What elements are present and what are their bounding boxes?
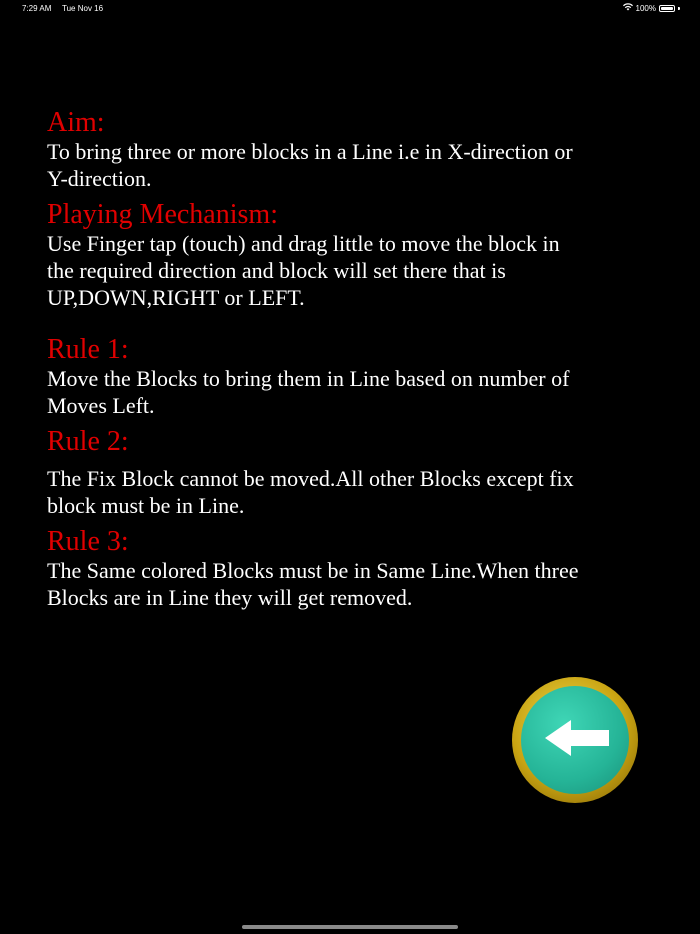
mechanism-text-line: UP,DOWN,RIGHT or LEFT. [47, 285, 305, 310]
mechanism-text-line: Use Finger tap (touch) and drag little to move the block in [47, 231, 560, 256]
aim-text-line: To bring three or more blocks in a Line i.e in X-direction or [47, 139, 573, 164]
aim-text-line: Y-direction. [47, 166, 152, 191]
rule2-text-line: block must be in Line. [47, 493, 245, 518]
status-date: Tue Nov 16 [62, 4, 104, 13]
battery-tip [678, 7, 680, 10]
status-bar [0, 0, 700, 18]
status-indicators [623, 3, 680, 13]
mechanism-heading: Playing Mechanism: [47, 199, 278, 230]
rule1-heading: Rule 1: [47, 334, 129, 365]
battery-percent: 100% [635, 3, 656, 13]
rule2-text-line: The Fix Block cannot be moved.All other Blocks except fix [47, 466, 574, 491]
rule3-heading: Rule 3: [47, 526, 129, 557]
wifi-icon [623, 3, 633, 13]
aim-heading: Aim: [47, 107, 105, 138]
mechanism-text-line: the required direction and block will set there that is [47, 258, 506, 283]
rule3-text-line: The Same colored Blocks must be in Same Line.When three [47, 558, 579, 583]
status-time: 7:29 AM [22, 4, 52, 13]
left-arrow-icon [541, 716, 613, 760]
rule1-text-line: Move the Blocks to bring them in Line based on number of [47, 366, 570, 391]
rule1-text-line: Moves Left. [47, 393, 155, 418]
rule3-text-line: Blocks are in Line they will get removed. [47, 585, 413, 610]
back-button[interactable] [512, 677, 638, 803]
back-button-face [521, 686, 629, 794]
instructions [47, 108, 667, 611]
battery-icon [659, 5, 675, 12]
home-indicator[interactable] [242, 925, 458, 929]
rule2-heading: Rule 2: [47, 426, 129, 457]
